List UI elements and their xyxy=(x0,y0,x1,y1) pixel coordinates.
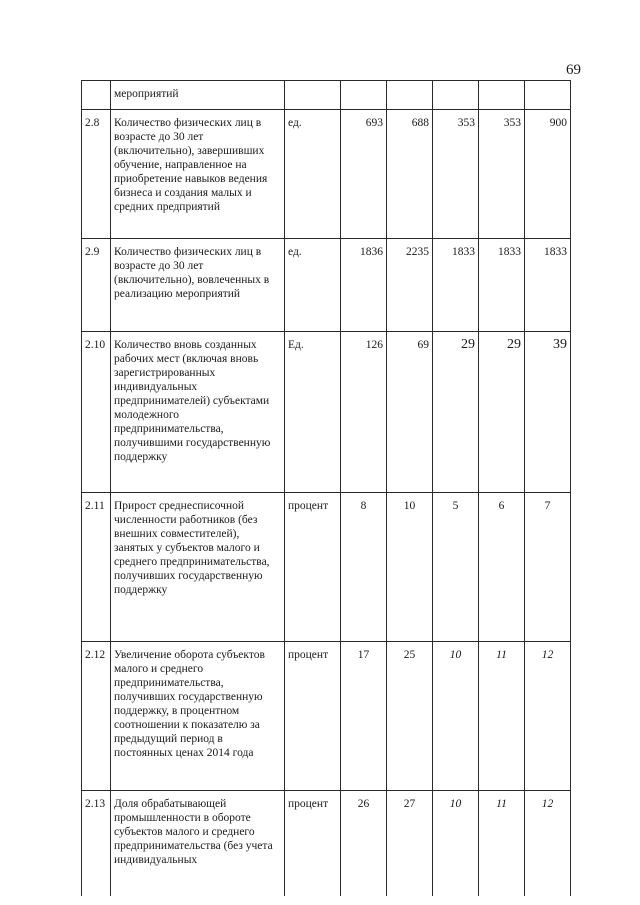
indicator-name: Увеличение оборота субъектов малого и среднего предпринимательства, получивших государственную поддержку, в процентном соотношении к показателю за предыдущий период в постоянных ценах 2014 года xyxy=(111,642,285,791)
row-number: 2.12 xyxy=(82,642,111,791)
unit xyxy=(285,81,341,110)
value-5: 900 xyxy=(525,110,571,239)
table-row xyxy=(82,493,571,642)
value-1: 693 xyxy=(341,110,387,239)
value-1 xyxy=(341,81,387,110)
table-row xyxy=(82,642,571,791)
value-4: 29 xyxy=(479,332,525,493)
value-3: 10 xyxy=(433,642,479,791)
table-row xyxy=(82,239,571,332)
value-3: 29 xyxy=(433,332,479,493)
value-2: 69 xyxy=(387,332,433,493)
value-2: 10 xyxy=(387,493,433,642)
table-row xyxy=(82,332,571,493)
indicators-table xyxy=(81,80,571,896)
page-number: 69 xyxy=(566,62,581,78)
row-number xyxy=(82,81,111,110)
value-5: 7 xyxy=(525,493,571,642)
value-2: 27 xyxy=(387,791,433,897)
row-number: 2.8 xyxy=(82,110,111,239)
value-4: 11 xyxy=(479,791,525,897)
value-5 xyxy=(525,81,571,110)
indicator-name: мероприятий xyxy=(111,81,285,110)
value-2 xyxy=(387,81,433,110)
value-3: 10 xyxy=(433,791,479,897)
value-3: 5 xyxy=(433,493,479,642)
value-4: 1833 xyxy=(479,239,525,332)
value-2: 2235 xyxy=(387,239,433,332)
row-number: 2.9 xyxy=(82,239,111,332)
value-5: 1833 xyxy=(525,239,571,332)
value-2: 688 xyxy=(387,110,433,239)
value-5: 39 xyxy=(525,332,571,493)
value-3: 1833 xyxy=(433,239,479,332)
value-1: 8 xyxy=(341,493,387,642)
indicator-name: Количество вновь созданных рабочих мест (включая вновь зарегистрированных индивидуальных предпринимателей) субъектами молодежного предпринимательства, получившими государственную поддержку xyxy=(111,332,285,493)
unit: ед. xyxy=(285,239,341,332)
table-row xyxy=(82,110,571,239)
value-1: 1836 xyxy=(341,239,387,332)
value-2: 25 xyxy=(387,642,433,791)
value-1: 26 xyxy=(341,791,387,897)
value-4: 353 xyxy=(479,110,525,239)
indicator-name: Прирост среднесписочной численности работников (без внешних совместителей), занятых у субъектов малого и среднего предпринимательства, получивших государственную поддержку xyxy=(111,493,285,642)
unit: процент xyxy=(285,642,341,791)
table-row xyxy=(82,81,571,110)
value-4: 6 xyxy=(479,493,525,642)
indicator-name: Количество физических лиц в возрасте до 30 лет (включительно), завершивших обучение, направленное на приобретение навыков ведения бизнеса и создания малых и средних предприятий xyxy=(111,110,285,239)
value-5: 12 xyxy=(525,642,571,791)
unit: процент xyxy=(285,493,341,642)
value-4 xyxy=(479,81,525,110)
row-number: 2.10 xyxy=(82,332,111,493)
value-3: 353 xyxy=(433,110,479,239)
unit: ед. xyxy=(285,110,341,239)
unit: Ед. xyxy=(285,332,341,493)
value-4: 11 xyxy=(479,642,525,791)
row-number: 2.11 xyxy=(82,493,111,642)
value-3 xyxy=(433,81,479,110)
unit: процент xyxy=(285,791,341,897)
table-row xyxy=(82,791,571,897)
indicator-name: Количество физических лиц в возрасте до 30 лет (включительно), вовлеченных в реализацию мероприятий xyxy=(111,239,285,332)
value-1: 17 xyxy=(341,642,387,791)
value-5: 12 xyxy=(525,791,571,897)
value-1: 126 xyxy=(341,332,387,493)
row-number: 2.13 xyxy=(82,791,111,897)
indicator-name: Доля обрабатывающей промышленности в обороте субъектов малого и среднего предпринимательства (без учета индивидуальных xyxy=(111,791,285,897)
